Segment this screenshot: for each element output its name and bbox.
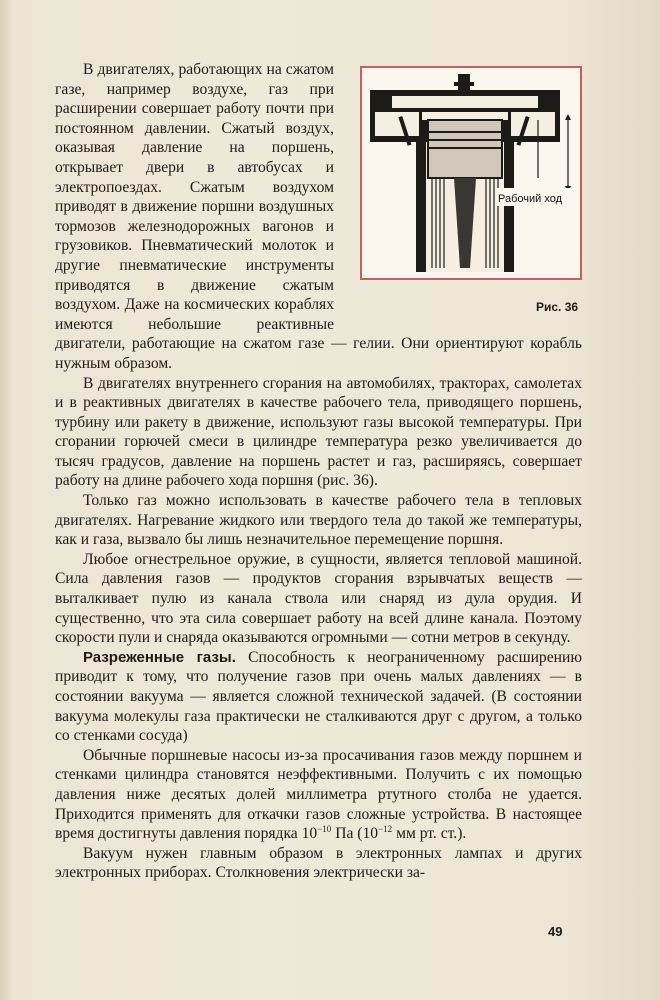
paragraph: [55, 648, 582, 746]
paragraph-text: Па (10: [331, 825, 379, 843]
paragraph-body: Способность к неограниченному расширению приводит к тому, что получение газов при очень малых давлениях — в состоянии вакуума — является сложной технической задачей. (В состоянии вакуума молекулы газа практически не сталкиваются друг с другом, а только со стенками сосуда): [55, 648, 582, 745]
body-text: [55, 60, 582, 883]
exponent: −12: [378, 823, 393, 834]
paragraph: Только газ можно использовать в качестве рабочего тела в тепловых двигателях. Нагревание жидкого или твердого тела до такой же температуры, как и газа, вызвало бы лишь незначительное перемещение поршня.: [55, 492, 582, 549]
page-number: 49: [548, 924, 563, 939]
figure-label-working-stroke: Рабочий ход: [498, 193, 563, 205]
paragraph-text: мм рт. ст.).: [392, 825, 467, 843]
paragraph: В двигателях внутреннего сгорания на автомобилях, тракторах, самолетах и в реактивных двигателях в качестве рабочего тела, приводящего поршень, турбину или ракету в движение, используют газы высокой температуры. При сгорании горючей смеси в цилиндре температура резко увеличивается до тысяч градусов, давление на поршень растет и газ, расширяясь, совершает работу на длине рабочего хода поршня (рис. 36).: [55, 374, 582, 490]
paragraph: [55, 746, 582, 844]
paragraph-text: Обычные поршневые насосы из-за просачивания газов между поршнем и стенками цилиндра становятся неэффективными. Получить с их помощью давления ниже десятых долей миллиметра ртутного столба не удается. Приходится применять для откачки газов сложные устройства. В настоящее время достигнуты давления порядка 10: [55, 746, 582, 843]
figure-caption: Рис. 36: [536, 300, 579, 314]
paragraph: В двигателях, работающих на сжатом газе, например воздухе, газ при расширении совершает работу почти при постоянном давлении. Сжатый воздух, оказывая давление на поршень, открывает двери в автобусах и электропоездах. Сжатым воздухом приводят в движение поршни воздушных тормозов железнодорожных вагонов и грузовиков. Пневматический молоток и другие пневматические инструменты приводятся в движение сжатым воздухом. Даже на космических кораблях имеются небольшие реактивные двигатели, работающие на сжатом газе — гелии. Они ориентируют корабль нужным образом.: [55, 61, 582, 372]
section-heading: Разреженные газы.: [83, 648, 236, 666]
paragraph: Любое огнестрельное оружие, в сущности, является тепловой машиной. Сила давления газов — продуктов сгорания взрывчатых веществ — выталкивает пулю из канала ствола или снаряд из дула орудия. И существенно, что эта сила совершает работу на всей длине канала. Поэтому скорости пули и снаряда оказываются огромными — сотни метров в секунду.: [55, 550, 582, 647]
exponent: −10: [317, 823, 332, 834]
paragraph: Вакуум нужен главным образом в электронных лампах и других электронных приборах. Столкновения электрически за-: [55, 844, 582, 882]
